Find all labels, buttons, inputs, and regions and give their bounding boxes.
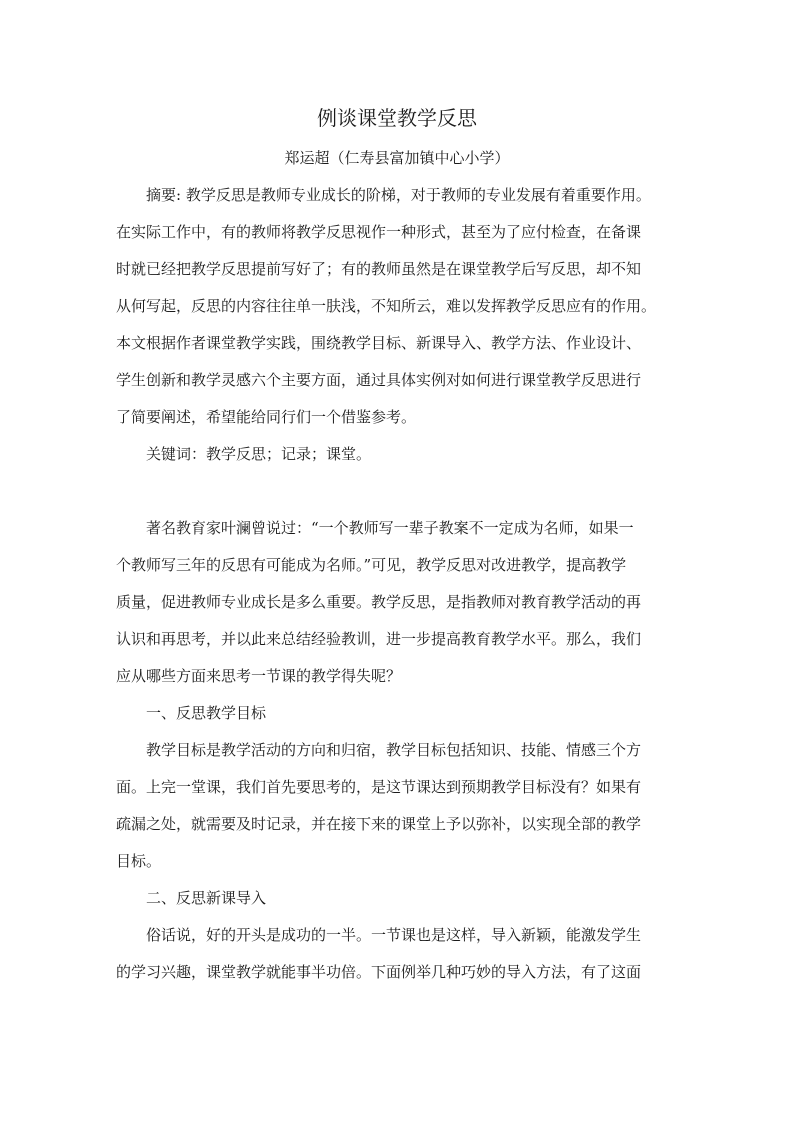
keywords-line: 关键词：教学反思；记录；课堂。 [146, 445, 372, 463]
section-body-line: 的学习兴趣，课堂教学就能事半功倍。下面例举几种巧妙的导入方法，有了这面 [116, 963, 642, 981]
author-line: 郑运超（仁寿县富加镇中心小学） [284, 149, 510, 167]
intro-line: 著名教育家叶澜曾说过：“一个教师写一辈子教案不一定成为名师，如果一 [146, 519, 634, 537]
abstract-line: 了简要阐述，希望能给同行们一个借鉴参考。 [116, 408, 417, 426]
section-heading: 二、反思新课导入 [146, 889, 267, 907]
section-body-line: 俗话说，好的开头是成功的一半。一节课也是这样，导入新颖，能激发学生 [146, 926, 642, 944]
section-body-line: 教学目标是教学活动的方向和归宿，教学目标包括知识、技能、情感三个方 [146, 741, 642, 759]
abstract-line: 从何写起，反思的内容往往单一肤浅，不知所云，难以发挥教学反思应有的作用。 [116, 297, 657, 315]
abstract-line: 学生创新和教学灵感六个主要方面，通过具体实例对如何进行课堂教学反思进行 [116, 371, 642, 389]
intro-line: 质量，促进教师专业成长是多么重要。教学反思，是指教师对教育教学活动的再 [116, 593, 642, 611]
intro-line: 个教师写三年的反思有可能成为名师。”可见，教学反思对改进教学，提高教学 [116, 556, 627, 574]
section-body-line: 面。上完一堂课，我们首先要思考的，是这节课达到预期教学目标没有？如果有 [116, 778, 642, 796]
section-heading: 一、反思教学目标 [146, 704, 267, 722]
section-body-line: 目标。 [116, 852, 162, 870]
document-title: 例谈课堂教学反思 [317, 106, 477, 130]
intro-line: 认识和再思考，并以此来总结经验教训，进一步提高教育教学水平。那么，我们 [116, 630, 642, 648]
abstract-line: 摘要: 教学反思是教师专业成长的阶梯，对于教师的专业发展有着重要作用。 [146, 186, 651, 204]
abstract-line: 本文根据作者课堂教学实践，围绕教学目标、新课导入、教学方法、作业设计、 [116, 334, 642, 352]
section-body-line: 疏漏之处，就需要及时记录，并在接下来的课堂上予以弥补，以实现全部的教学 [116, 815, 642, 833]
abstract-line: 时就已经把教学反思提前写好了；有的教师虽然是在课堂教学后写反思，却不知 [116, 260, 642, 278]
abstract-line: 在实际工作中，有的教师将教学反思视作一种形式，甚至为了应付检查，在备课 [116, 223, 642, 241]
intro-line: 应从哪些方面来思考一节课的教学得失呢？ [116, 667, 402, 685]
